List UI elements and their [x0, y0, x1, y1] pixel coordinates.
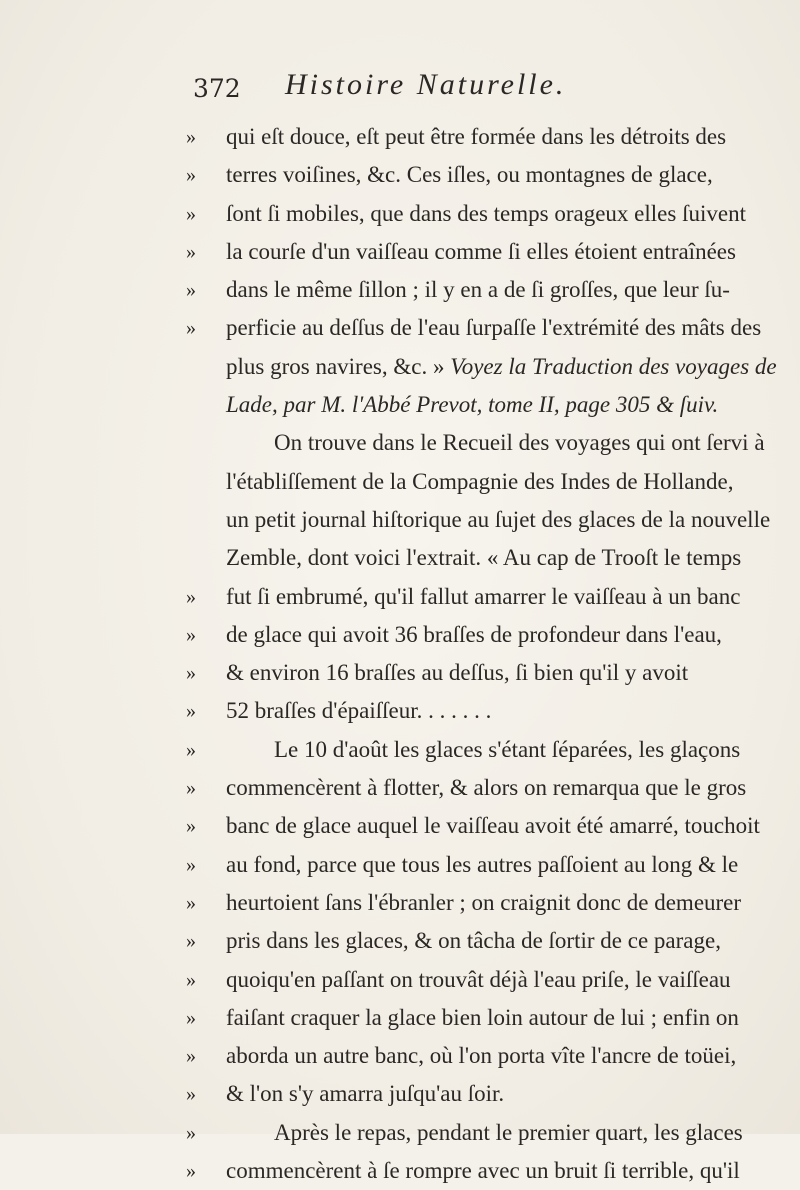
quote-mark: » — [186, 1160, 196, 1183]
page-number: 372 — [193, 74, 241, 103]
text-line — [186, 348, 777, 386]
text-line — [186, 1075, 766, 1113]
quote-mark: » — [186, 585, 196, 608]
text-line — [186, 769, 766, 807]
text-line — [186, 156, 766, 194]
quote-mark: » — [186, 738, 196, 761]
quote-mark: » — [186, 279, 196, 302]
line-text-roman: plus gros navires, &c. » — [226, 353, 451, 379]
line-text: & l'on s'y amarra juſqu'au ſoir. — [226, 1081, 505, 1107]
text-line — [186, 807, 766, 845]
line-text: Lade, par M. l'Abbé Prevot, tome II, page 305 & ſuiv. — [226, 392, 719, 418]
line-text: dans le même ſillon ; il y en a de ſi groſſes, que leur ſu- — [226, 277, 730, 303]
quote-mark: » — [186, 623, 196, 646]
quote-mark: » — [186, 1121, 196, 1144]
line-text: qui eſt douce, eſt peut être formée dans les détroits des — [226, 124, 727, 149]
line-text: pris dans les glaces, & on tâcha de ſortir de ce parage, — [226, 928, 721, 954]
quote-mark: » — [186, 930, 196, 953]
page-header — [193, 68, 753, 104]
quote-mark: » — [186, 777, 196, 800]
line-text: aborda un autre banc, où l'on porta vîte l'ancre de toüei, — [226, 1043, 737, 1069]
quote-mark: » — [186, 1006, 196, 1029]
text-line — [186, 1037, 766, 1075]
text-line — [186, 884, 766, 922]
line-text: ſont ſi mobiles, que dans des temps orageux elles ſuivent — [226, 200, 746, 226]
text-line — [186, 463, 766, 501]
text-line — [186, 501, 771, 539]
line-text — [226, 348, 777, 386]
text-line — [186, 961, 766, 999]
line-text: Le 10 d'août les glaces s'étant ſéparées, les glaçons — [274, 736, 741, 762]
quote-mark: » — [186, 1083, 196, 1106]
line-text: Zemble, dont voici l'extrait. « Au cap de Trooſt le temps — [226, 545, 742, 571]
quote-mark: » — [186, 1045, 196, 1068]
quote-mark: » — [186, 317, 196, 340]
line-text: On trouve dans le Recueil des voyages qui ont ſervi à — [274, 430, 765, 456]
text-line — [186, 922, 766, 960]
line-text: au fond, parce que tous les autres paſſoient au long & le — [226, 851, 739, 877]
line-text: de glace qui avoit 36 braſſes de profondeur dans l'eau, — [226, 621, 722, 647]
line-text: perficie au deſſus de l'eau ſurpaſſe l'extrémité des mâts des — [226, 315, 762, 341]
body-text — [186, 118, 777, 1190]
quote-mark: » — [186, 164, 196, 187]
text-line — [186, 731, 766, 769]
line-text: faiſant craquer la glace bien loin autour de lui ; enfin on — [226, 1004, 739, 1030]
line-text: Après le repas, pendant le premier quart, les glaces — [274, 1119, 743, 1145]
quote-mark: » — [186, 662, 196, 685]
text-line — [186, 309, 766, 347]
text-line — [186, 233, 766, 271]
quote-mark: » — [186, 700, 196, 723]
line-text: heurtoient ſans l'ébranler ; on craignit donc de demeurer — [226, 889, 742, 915]
line-text: la courſe d'un vaiſſeau comme ſi elles étoient entraînées — [226, 238, 736, 264]
text-line — [186, 1114, 766, 1152]
quote-mark: » — [186, 853, 196, 876]
quote-mark: » — [186, 891, 196, 914]
text-line — [186, 539, 766, 577]
text-line — [186, 195, 766, 233]
text-line — [186, 1152, 766, 1190]
text-line — [186, 616, 766, 654]
line-text: quoiqu'en paſſant on trouvât déjà l'eau priſe, le vaiſſeau — [226, 966, 731, 992]
text-line — [186, 424, 766, 462]
text-line — [186, 692, 766, 730]
running-title: Histoire Naturelle. — [285, 68, 567, 101]
line-text: commencèrent à ſe rompre avec un bruit ſi terrible, qu'il — [226, 1158, 740, 1184]
quote-mark: » — [186, 815, 196, 838]
text-line — [186, 654, 766, 692]
line-text: & environ 16 braſſes au deſſus, ſi bien qu'il y avoit — [226, 660, 689, 686]
line-text: fut ſi embrumé, qu'il fallut amarrer le vaiſſeau à un banc — [226, 583, 741, 609]
line-text: un petit journal hiſtorique au ſujet des glaces de la nouvelle — [226, 506, 771, 532]
quote-mark: » — [186, 126, 196, 148]
quote-mark: » — [186, 240, 196, 263]
text-line — [186, 999, 766, 1037]
line-text: terres voiſines, &c. Ces iſles, ou montagnes de glace, — [226, 162, 713, 188]
text-line — [186, 118, 766, 156]
text-line — [186, 846, 766, 884]
line-text: l'établiſſement de la Compagnie des Indes de Hollande, — [226, 468, 734, 494]
line-text-italic: Voyez la Traduction des voyages de — [450, 353, 777, 379]
text-line — [186, 386, 766, 424]
quote-mark: » — [186, 968, 196, 991]
line-text: banc de glace auquel le vaiſſeau avoit été amarré, touchoit — [226, 813, 760, 839]
text-line — [186, 578, 766, 616]
line-text: 52 braſſes d'épaiſſeur. . . . . . . — [226, 698, 492, 724]
text-line — [186, 271, 766, 309]
quote-mark: » — [186, 202, 196, 225]
line-text: commencèrent à flotter, & alors on remarqua que le gros — [226, 775, 747, 801]
